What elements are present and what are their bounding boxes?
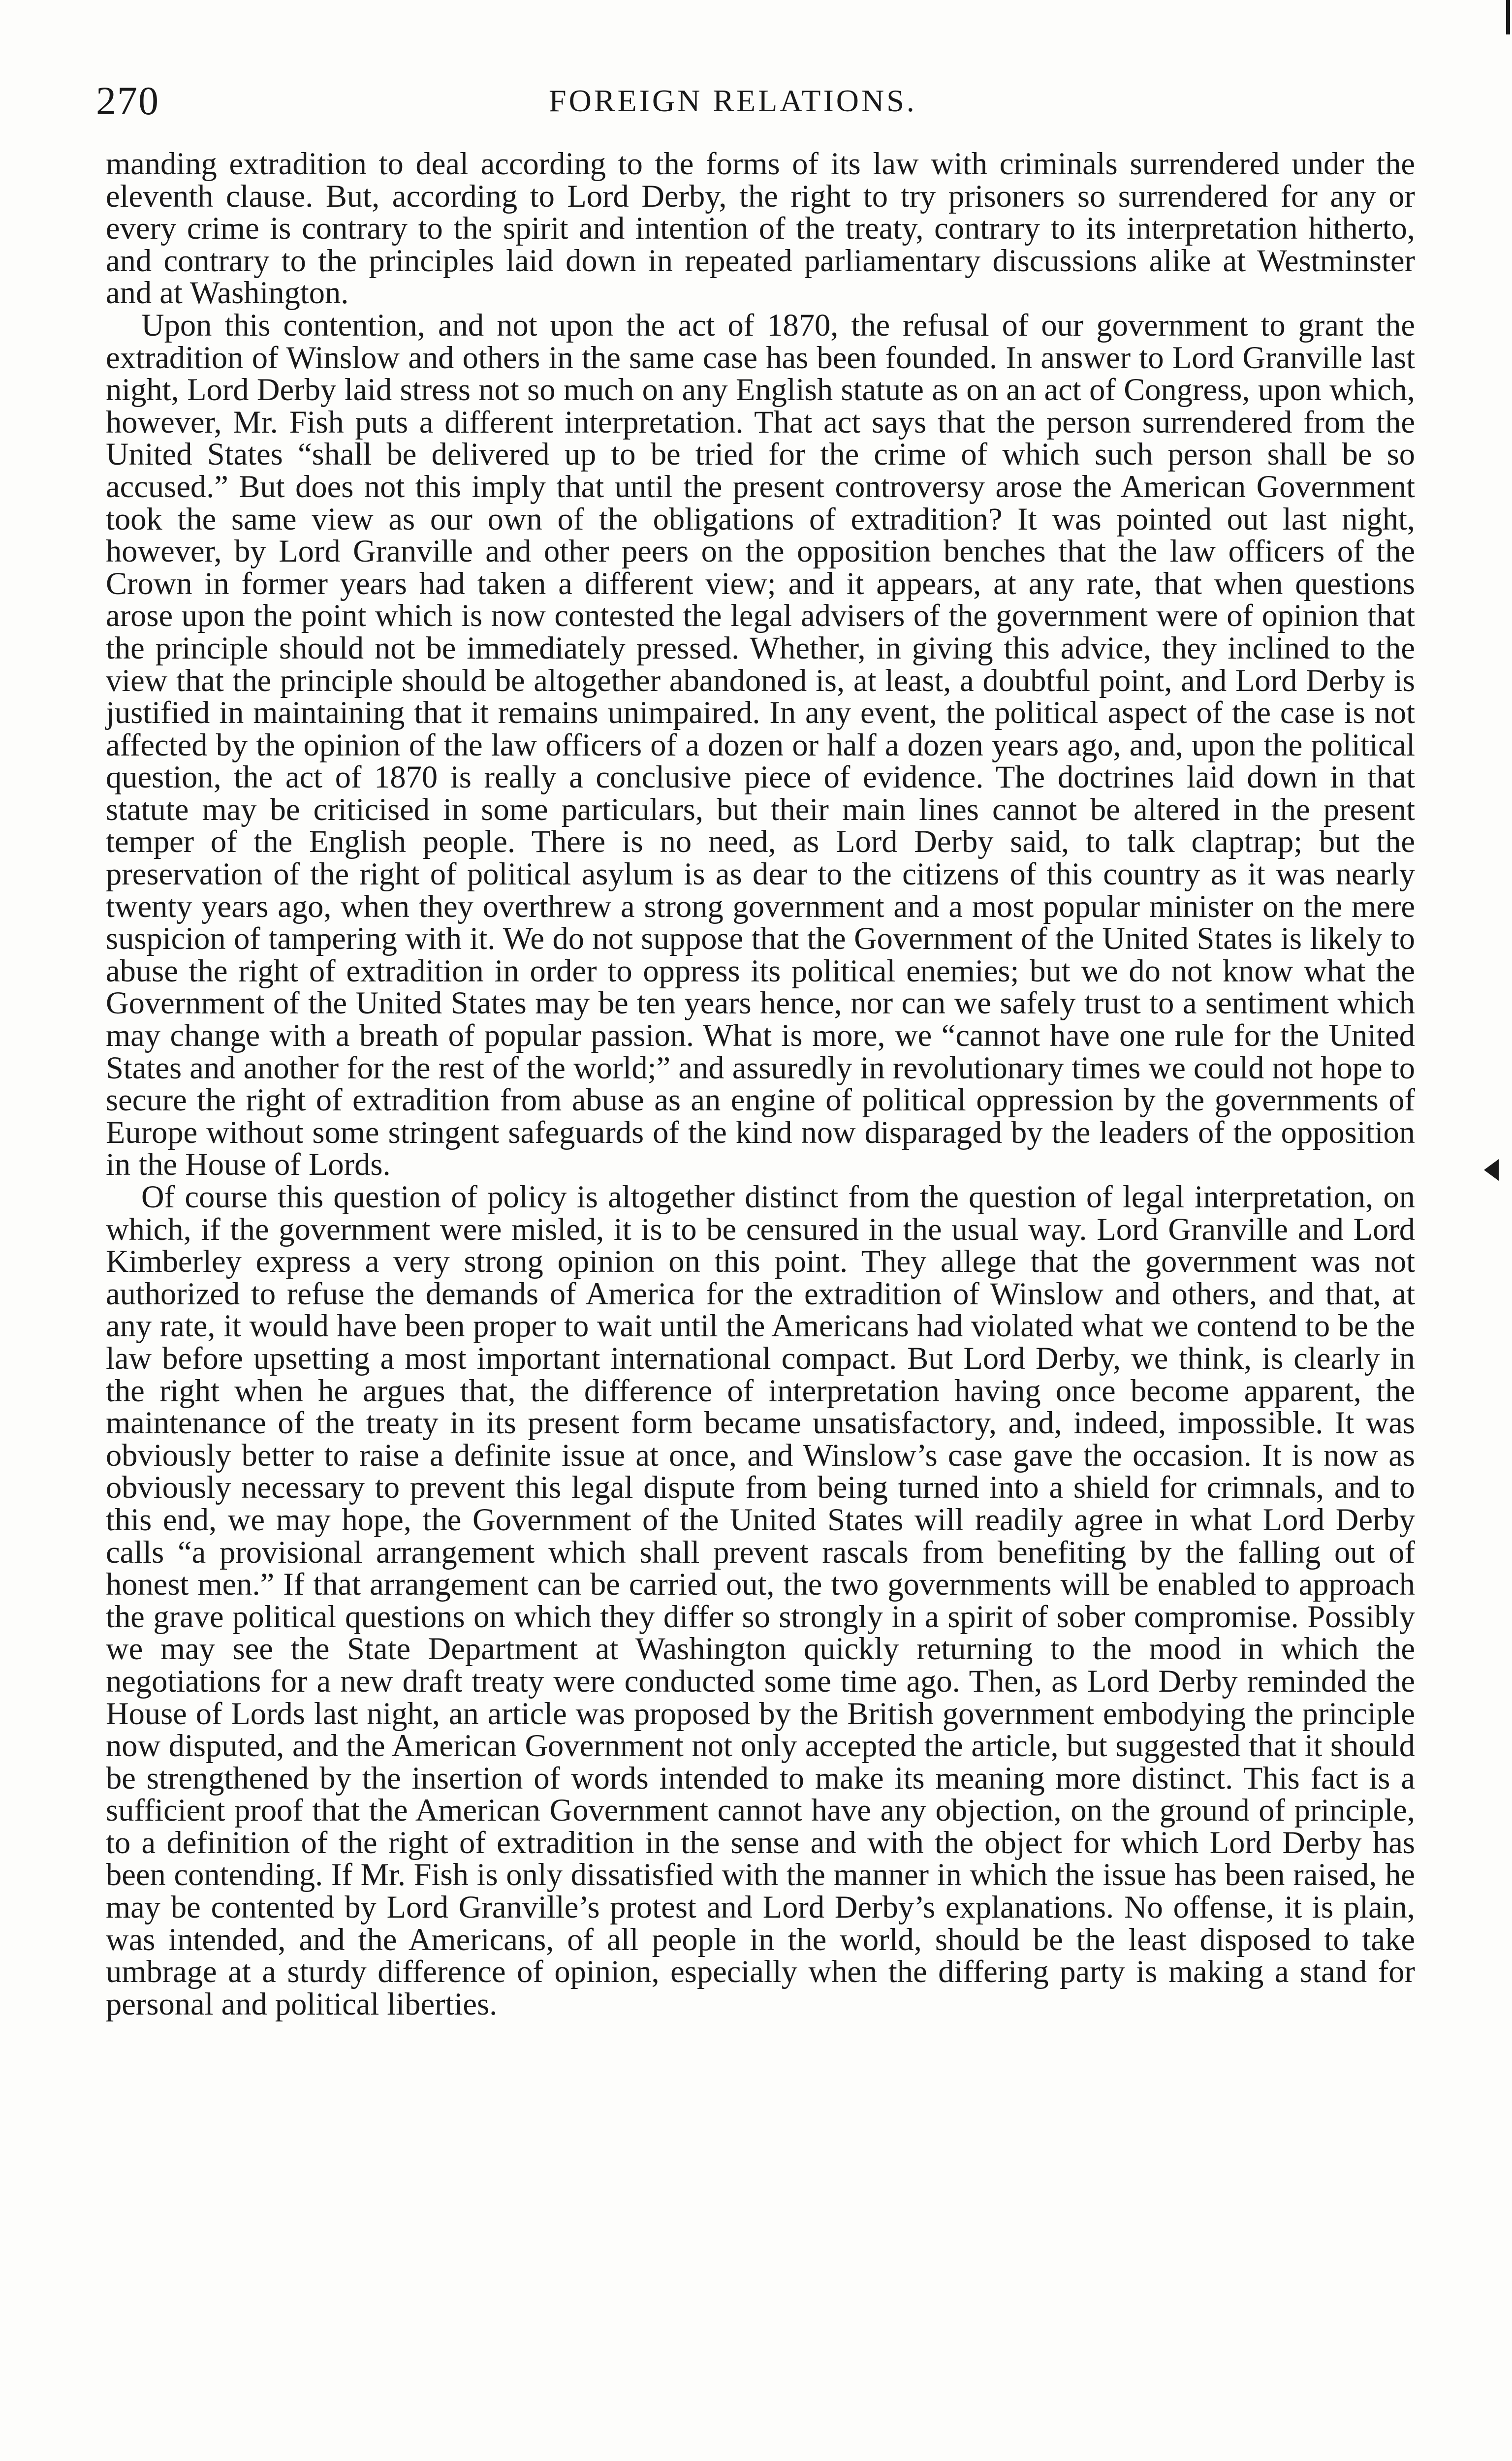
page-header (96, 74, 1435, 128)
running-head: FOREIGN RELATIONS. (549, 83, 917, 118)
paragraph-policy-question: Of course this question of policy is altogether distinct from the question of legal interpretation, on which, if the government were misled, it is to be censured in the usual way. Lord Granville and Lord Kimberley express a very strong opinion on this point. They allege that the government was not authorized to refuse the demands of America for the extradition of Winslow and others, and that, at any rate, it would have been proper to wait until the Americans had violated what we contend to be the law before upsetting a most important international compact. But Lord Derby, we think, is clearly in the right when he argues that, the difference of interpretation having once become apparent, the maintenance of the treaty in its present form became unsatisfactory, and, indeed, impossible. It was obviously better to raise a definite issue at once, and Winslow’s case gave the occasion. It is now as obviously necessary to prevent this legal dispute from being turned into a shield for crimnals, and to this end, we may hope, the Government of the United States will readily agree in what Lord Derby calls “a provisional arrangement which shall prevent rascals from benefiting by the falling out of honest men.” If that arrangement can be carried out, the two governments will be enabled to approach the grave political questions on which they differ so strongly in a spirit of sober compromise. Possibly we may see the State Department at Washington quickly returning to the mood in which the negotiations for a new draft treaty were conducted some time ago. Then, as Lord Derby reminded the House of Lords last night, an article was proposed by the British government embodying the principle now disputed, and the American Government not only accepted the article, but suggested that it should be strengthened by the insertion of words intended to make its meaning more distinct. This fact is a sufficient proof that the American Government cannot have any objection, on the ground of principle, to a definition of the right of extradition in the sense and with the object for which Lord Derby has been contending. If Mr. Fish is only dissatisfied with the manner in which the issue has been raised, he may be contented by Lord Granville’s protest and Lord Derby’s explanations. No offense, it is plain, was intended, and the Americans, of all people in the world, should be the least disposed to take umbrage at a sturdy difference of opinion, especially when the differing party is making a stand for personal and political liberties. (106, 1179, 1415, 2021)
body-text (106, 148, 1415, 2020)
page-edge-speck (1506, 0, 1510, 34)
paragraph-continuation: manding extradition to deal according to the forms of its law with criminals surrendered under the eleventh clause. But, according to Lord Derby, the right to try prisoners so surrendered for any or every crime is contrary to the spirit and intention of the treaty, contrary to its interpretation hitherto, and contrary to the principles laid down in repeated parliamentary discussions alike at Westminster and at Washington. (106, 146, 1415, 311)
paragraph-extradition-contention: Upon this contention, and not upon the act of 1870, the refusal of our government to grant the extradition of Winslow and others in the same case has been founded. In answer to Lord Granville last night, Lord Derby laid stress not so much on any English statute as on an act of Congress, upon which, however, Mr. Fish puts a different interpretation. That act says that the person surrendered from the United States “shall be delivered up to be tried for the crime of which such person shall be so accused.” But does not this imply that until the present controversy arose the American Government took the same view as our own of the obligations of extradition? It was pointed out last night, however, by Lord Granville and other peers on the opposition benches that the law officers of the Crown in former years had taken a different view; and it appears, at any rate, that when questions arose upon the point which is now contested the legal advisers of the government were of opinion that the principle should not be immediately pressed. Whether, in giving this advice, they inclined to the view that the principle should be altogether abandoned is, at least, a doubtful point, and Lord Derby is justified in maintaining that it remains unimpaired. In any event, the political aspect of the case is not affected by the opinion of the law officers of a dozen or half a dozen years ago, and, upon the political question, the act of 1870 is really a conclusive piece of evidence. The doctrines laid down in that statute may be criticised in some particulars, but their main lines cannot be altered in the present temper of the English people. There is no need, as Lord Derby said, to talk claptrap; but the preservation of the right of political asylum is as dear to the citizens of this country as it was nearly twenty years ago, when they overthrew a strong government and a most popular minister on the mere suspicion of tampering with it. We do not suppose that the Government of the United States is likely to abuse the right of extradition in order to oppress its political enemies; but we do not know what the Government of the United States may be ten years hence, nor can we safely trust to a sentiment which may change with a breath of popular passion. What is more, we “cannot have one rule for the United States and another for the rest of the world;” and assuredly in revolutionary times we could not hope to secure the right of extradition from abuse as an engine of political oppression by the governments of Europe without some stringent safeguards of the kind now disparaged by the leaders of the opposition in the House of Lords. (106, 307, 1415, 1182)
margin-pointer-mark (1484, 1159, 1499, 1181)
page-number: 270 (96, 78, 159, 123)
